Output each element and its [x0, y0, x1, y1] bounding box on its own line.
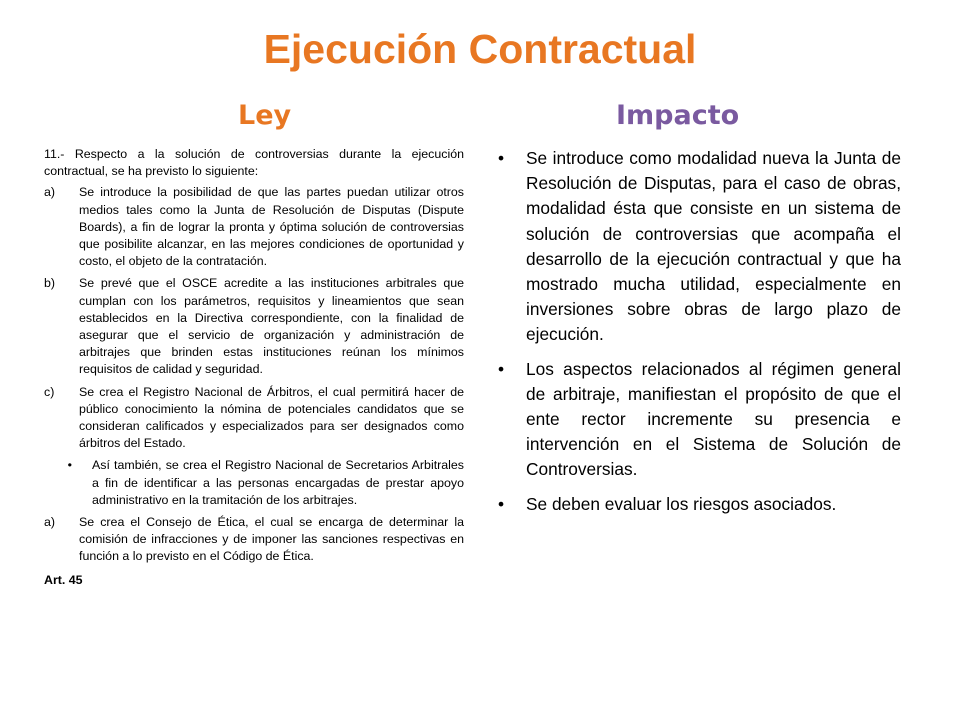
ley-item-text: Así también, se crea el Registro Nacional de Secretarios Arbitrales a fin de identificar a las personas encargadas de prestar apoyo administrativo en la tramitación de los arbitrajes.	[92, 458, 464, 507]
impacto-item-text: Los aspectos relacionados al régimen general de arbitraje, manifiestan el propósito de que el ente rector incremente su presencia e intervención en el Sistema de Solución de Controversias.	[526, 358, 901, 480]
ley-column	[44, 146, 464, 589]
ley-item-b	[44, 275, 464, 378]
ley-item-marker: a)	[44, 515, 56, 530]
bullet-icon: •	[498, 358, 505, 379]
ley-item-text: Se introduce la posibilidad de que las partes puedan utilizar otros medios tales como la Junta de Resolución de Disputas (Dispute Boards), a fin de lograr la pronta y óptima solución de controversias que posibilite alcanzar, en las mejores condiciones de oportunidad y costo, el objeto de la contratación.	[79, 185, 464, 269]
ley-item-marker: b)	[44, 276, 56, 291]
ley-item-text: Se prevé que el OSCE acredite a las instituciones arbitrales que cumplan con los parámetros, requisitos y lineamientos que sean establecidos en la Directiva correspondiente, con la finalidad de asegurar que el servicio de organización y administración de arbitrajes que brinden estas instituciones reúnan los mínimos requisitos de calidad y seguridad.	[79, 276, 464, 377]
ley-item-a-consejo	[44, 514, 464, 566]
impacto-item	[496, 146, 901, 348]
ley-item-a	[44, 184, 464, 270]
bullet-icon: •	[498, 493, 505, 514]
ley-heading: Ley	[238, 100, 292, 131]
impacto-item-text: Se deben evaluar los riesgos asociados.	[526, 493, 837, 514]
slide-title: Ejecución Contractual	[263, 26, 697, 72]
impacto-item	[496, 357, 901, 483]
ley-item-marker: c)	[44, 384, 55, 399]
article-reference: Art. 45	[44, 572, 83, 587]
bullet-icon: •	[498, 148, 505, 168]
ley-intro: 11.- Respecto a la solución de controversias durante la ejecución contractual, se ha previsto lo siguiente:	[44, 147, 464, 179]
ley-item-marker: a)	[44, 185, 56, 200]
ley-item-text: Se crea el Registro Nacional de Árbitros, el cual permitirá hacer de público conocimiento la nómina de potenciales candidatos que se consideran calificados y especializados para ser designados como árbitros del Estado.	[79, 384, 464, 451]
ley-item-bullet	[44, 457, 464, 509]
impacto-item-text: Se introduce como modalidad nueva la Junta de Resolución de Disputas, para el caso de obras, modalidad ésta que consiste en un sistema de solución de controversias que acompaña el desarrollo de la ejecución contractual y que ha mostrado mucha utilidad, especialmente en inversiones sobre obras de largo plazo de ejecución.	[526, 148, 901, 345]
impacto-heading: Impacto	[616, 100, 740, 131]
ley-item-text: Se crea el Consejo de Ética, el cual se encarga de determinar la comisión de infracciones y de imponer las sanciones respectivas en función a lo previsto en el Código de Ética.	[79, 515, 464, 564]
impacto-item	[496, 492, 901, 517]
impacto-column	[496, 146, 901, 526]
bullet-icon: •	[67, 458, 72, 473]
ley-item-c	[44, 384, 464, 453]
